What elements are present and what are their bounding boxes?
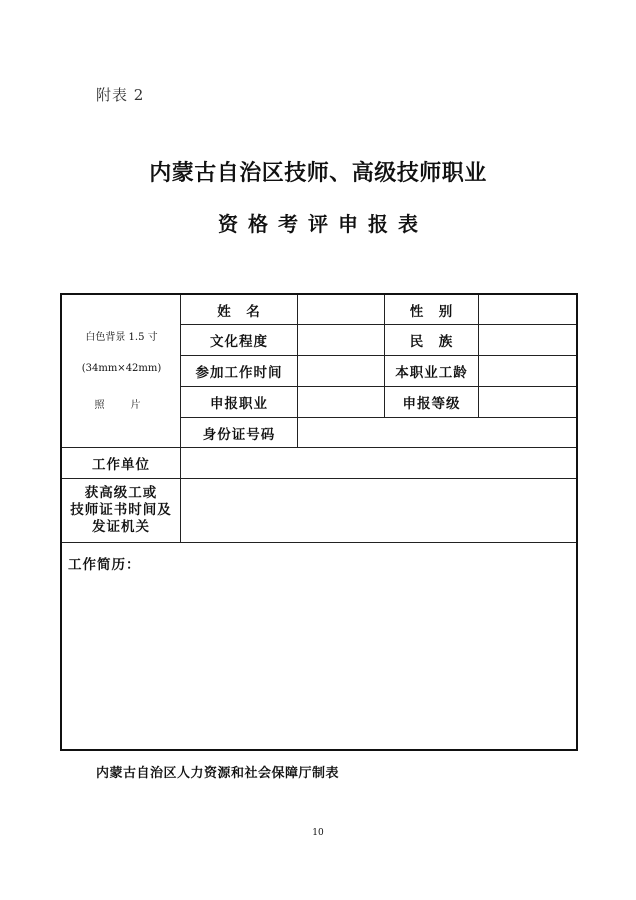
work-start-time-label: 参加工作时间 — [195, 365, 283, 381]
page-number: 10 — [312, 828, 324, 838]
education-label: 文化程度 — [210, 334, 268, 350]
work-unit-label: 工作单位 — [92, 457, 150, 473]
attachment-label: 附表 2 — [96, 86, 145, 104]
gender-label: 性 别 — [409, 303, 454, 320]
gender-field[interactable] — [479, 295, 576, 324]
work-history-field[interactable] — [68, 575, 568, 743]
id-number-label: 身份证号码 — [202, 426, 276, 443]
photo-spec-size: (34mm×42mm) — [81, 363, 162, 374]
photo-label: 照 片 — [94, 400, 149, 411]
application-form-table — [60, 293, 578, 751]
certificate-label-line3: 发证机关 — [92, 519, 150, 535]
form-title-line2: 资格考评申报表 — [218, 212, 428, 236]
row-divider — [62, 542, 576, 543]
work-start-time-field[interactable] — [298, 356, 384, 386]
ethnicity-label: 民 族 — [409, 334, 454, 350]
certificate-label-line1: 获高级工或 — [84, 485, 158, 501]
name-label: 姓 名 — [217, 303, 261, 320]
issuer-note: 内蒙古自治区人力资源和社会保障厅制表 — [96, 766, 340, 781]
occupation-years-label: 本职业工龄 — [395, 365, 468, 381]
id-number-field[interactable] — [298, 418, 576, 447]
occupation-years-field[interactable] — [479, 356, 576, 386]
declared-occupation-field[interactable] — [298, 387, 384, 417]
photo-spec-background: 白色背景 1.5 寸 — [85, 332, 158, 343]
ethnicity-field[interactable] — [479, 325, 576, 355]
education-field[interactable] — [298, 325, 384, 355]
work-unit-field[interactable] — [181, 448, 576, 478]
declared-occupation-label: 申报职业 — [210, 396, 268, 412]
form-title-line1: 内蒙古自治区技师、高级技师职业 — [149, 161, 487, 186]
declared-level-label: 申报等级 — [402, 396, 461, 412]
work-history-label: 工作简历： — [68, 557, 141, 573]
name-field[interactable] — [298, 295, 384, 324]
photo-area — [62, 295, 180, 447]
certificate-label — [62, 479, 180, 542]
declared-level-field[interactable] — [479, 387, 576, 417]
certificate-label-line2: 技师证书时间及 — [70, 502, 172, 518]
certificate-field[interactable] — [181, 479, 576, 542]
